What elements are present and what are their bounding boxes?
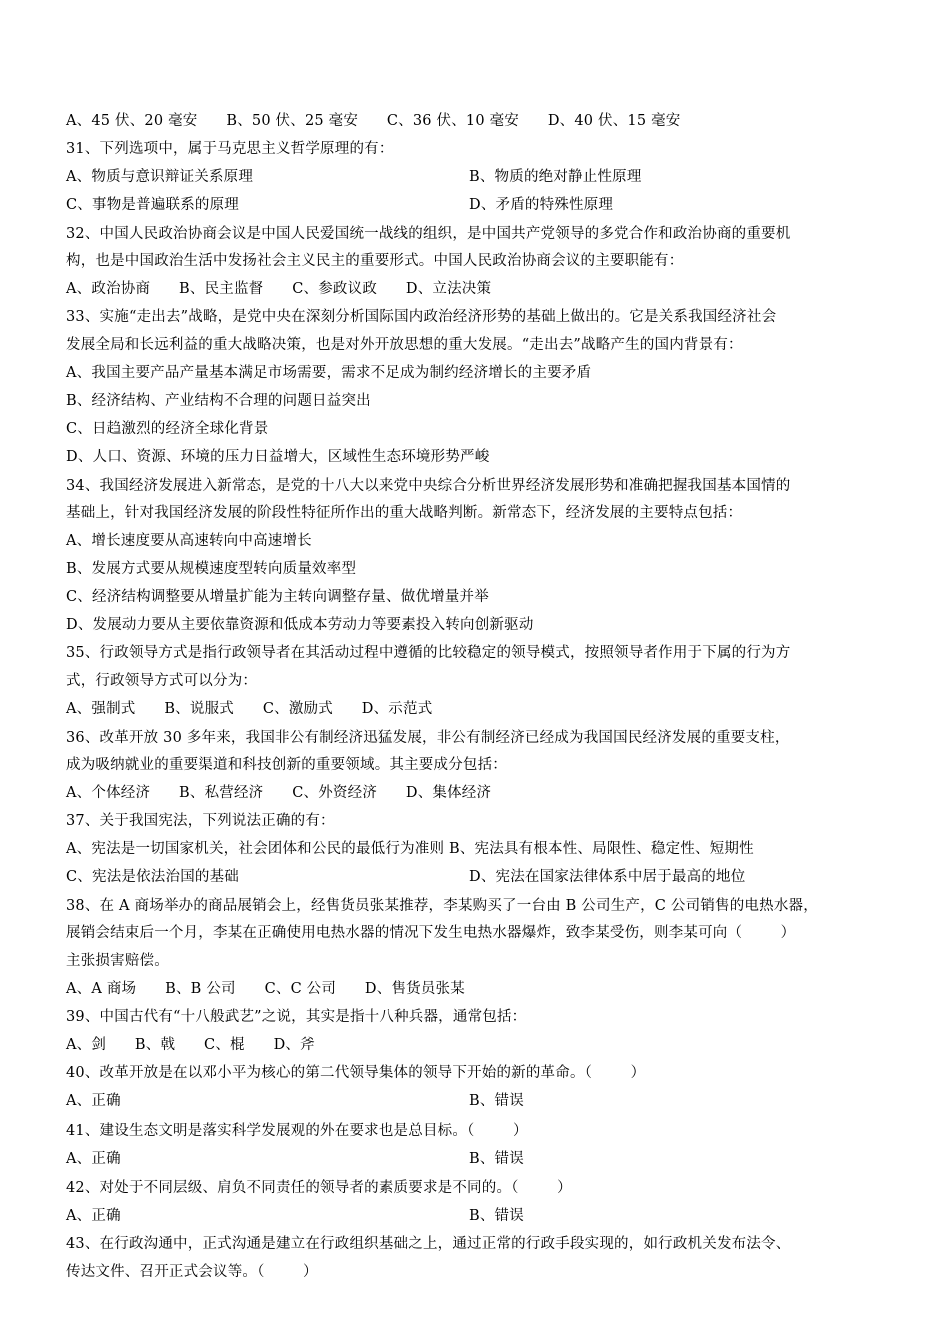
option-right-column: B、错误 [469, 1208, 524, 1224]
line-text: C、宪法是依法治国的基础 [66, 869, 239, 885]
text-line [66, 671, 257, 691]
line-text: A、正确 [66, 1151, 121, 1167]
line-text: 41、建设生态文明是落实科学发展观的外在要求也是总目标。（ ） [66, 1123, 528, 1139]
text-line [66, 279, 491, 299]
line-text: 33、实施“走出去”战略，是党中央在深刻分析国际国内政治经济形势的基础上做出的。它是关系我国经济社会 [66, 309, 777, 325]
text-line [66, 111, 681, 131]
line-text: 31、下列选项中，属于马克思主义哲学原理的有： [66, 141, 394, 157]
line-text: A、正确 [66, 1093, 121, 1109]
line-text: A、宪法是一切国家机关，社会团体和公民的最低行为准则 B、宪法具有根本性、局限性、稳定性、短期性 [66, 841, 754, 857]
text-line [66, 559, 356, 579]
text-line [66, 643, 790, 663]
text-line [66, 1206, 524, 1226]
line-text: B、发展方式要从规模速度型转向质量效率型 [66, 561, 357, 577]
line-text: 基础上，针对我国经济发展的阶段性特征所作出的重大战略判断。新常态下，经济发展的主要特点包括： [66, 505, 743, 521]
text-line [66, 391, 371, 411]
text-line [66, 1007, 526, 1027]
option-right-column: B、物质的绝对静止性原理 [469, 169, 642, 185]
text-line [66, 335, 743, 355]
line-text: 发展全局和长远利益的重大战略决策，也是对外开放思想的重大发展。“走出去”战略产生的国内背景有： [66, 337, 743, 353]
text-line [66, 839, 754, 859]
line-text: A、45 伏、20 毫安 B、50 伏、25 毫安 C、36 伏、10 毫安 D、40 伏、15 毫安 [66, 113, 681, 129]
text-line [66, 1262, 318, 1282]
text-line [66, 755, 507, 775]
text-line [66, 1035, 315, 1055]
text-line [66, 896, 818, 916]
line-text: 37、关于我国宪法，下列说法正确的有： [66, 813, 335, 829]
line-text: 43、在行政沟通中，正式沟通是建立在行政组织基础之上，通过正常的行政手段实现的，如行政机关发布法令、 [66, 1236, 791, 1252]
line-text: A、我国主要产品产量基本满足市场需要，需求不足成为制约经济增长的主要矛盾 [66, 365, 592, 381]
line-text: 36、改革开放 30 多年来，我国非公有制经济迅猛发展，非公有制经济已经成为我国国民经济发展的重要支柱， [66, 730, 790, 746]
text-line [66, 167, 642, 187]
text-line [66, 139, 394, 159]
option-right-column: D、宪法在国家法律体系中居于最高的地位 [469, 869, 746, 885]
line-text: B、经济结构、产业结构不合理的问题日益突出 [66, 393, 371, 409]
line-text: 40、改革开放是在以邓小平为核心的第二代领导集体的领导下开始的新的革命。（ ） [66, 1065, 646, 1081]
line-text: 展销会结束后一个月，李某在正确使用电热水器的情况下发生电热水器爆炸，致李某受伤，则李某可向（ ） [66, 925, 796, 941]
line-text: 式，行政领导方式可以分为： [66, 673, 258, 689]
line-text: 成为吸纳就业的重要渠道和科技创新的重要领域。其主要成分包括： [66, 757, 507, 773]
option-right-column: D、矛盾的特殊性原理 [469, 197, 614, 213]
line-text: 38、在 A 商场举办的商品展销会上，经售货员张某推荐，李某购买了一台由 B 公司生产，C 公司销售的电热水器， [66, 898, 818, 914]
text-line [66, 951, 169, 971]
text-line [66, 587, 489, 607]
text-line [66, 783, 491, 803]
line-text: A、增长速度要从高速转向中高速增长 [66, 533, 312, 549]
text-line [66, 363, 591, 383]
text-line [66, 1234, 790, 1254]
line-text: 主张损害赔偿。 [66, 953, 169, 969]
line-text: 34、我国经济发展进入新常态，是党的十八大以来党中央综合分析世界经济发展形势和准确把握我国基本国情的 [66, 478, 791, 494]
line-text: C、日趋激烈的经济全球化背景 [66, 421, 269, 437]
line-text: 39、中国古代有“十八般武艺”之说，其实是指十八种兵器，通常包括： [66, 1009, 527, 1025]
text-line [66, 419, 268, 439]
line-text: A、A 商场 B、B 公司 C、C 公司 D、售货员张某 [66, 981, 465, 997]
line-text: A、正确 [66, 1208, 121, 1224]
line-text: A、个体经济 B、私营经济 C、外资经济 D、集体经济 [66, 785, 492, 801]
text-line [66, 867, 746, 887]
line-text: 42、对处于不同层级、肩负不同责任的领导者的素质要求是不同的。（ ） [66, 1180, 572, 1196]
text-line [66, 811, 335, 831]
text-line [66, 503, 742, 523]
line-text: 传达文件、召开正式会议等。（ ） [66, 1264, 318, 1280]
text-line [66, 224, 790, 244]
text-line [66, 979, 465, 999]
text-line [66, 1063, 645, 1083]
text-line [66, 1178, 572, 1198]
text-line [66, 251, 683, 271]
option-right-column: B、错误 [469, 1151, 524, 1167]
text-line [66, 531, 312, 551]
line-text: 32、中国人民政治协商会议是中国人民爱国统一战线的组织，是中国共产党领导的多党合作和政治协商的重要机 [66, 226, 791, 242]
text-line [66, 1149, 524, 1169]
text-line [66, 307, 776, 327]
text-line [66, 447, 489, 467]
option-right-column: B、错误 [469, 1093, 524, 1109]
text-line [66, 699, 432, 719]
line-text: A、剑 B、戟 C、棍 D、斧 [66, 1037, 315, 1053]
line-text: A、强制式 B、说服式 C、激励式 D、示范式 [66, 701, 433, 717]
line-text: 35、行政领导方式是指行政领导者在其活动过程中遵循的比较稳定的领导模式，按照领导者作用于下属的行为方 [66, 645, 791, 661]
line-text: A、物质与意识辩证关系原理 [66, 169, 254, 185]
line-text: 构，也是中国政治生活中发扬社会主义民主的重要形式。中国人民政治协商会议的主要职能有： [66, 253, 684, 269]
text-line [66, 923, 795, 943]
text-line [66, 1091, 524, 1111]
line-text: D、人口、资源、环境的压力日益增大，区域性生态环境形势严峻 [66, 449, 490, 465]
line-text: A、政治协商 B、民主监督 C、参政议政 D、立法决策 [66, 281, 492, 297]
text-line [66, 476, 790, 496]
text-line [66, 728, 790, 748]
line-text: C、事物是普遍联系的原理 [66, 197, 239, 213]
text-line [66, 195, 614, 215]
line-text: C、经济结构调整要从增量扩能为主转向调整存量、做优增量并举 [66, 589, 489, 605]
text-line [66, 615, 534, 635]
line-text: D、发展动力要从主要依靠资源和低成本劳动力等要素投入转向创新驱动 [66, 617, 534, 633]
text-line [66, 1121, 528, 1141]
